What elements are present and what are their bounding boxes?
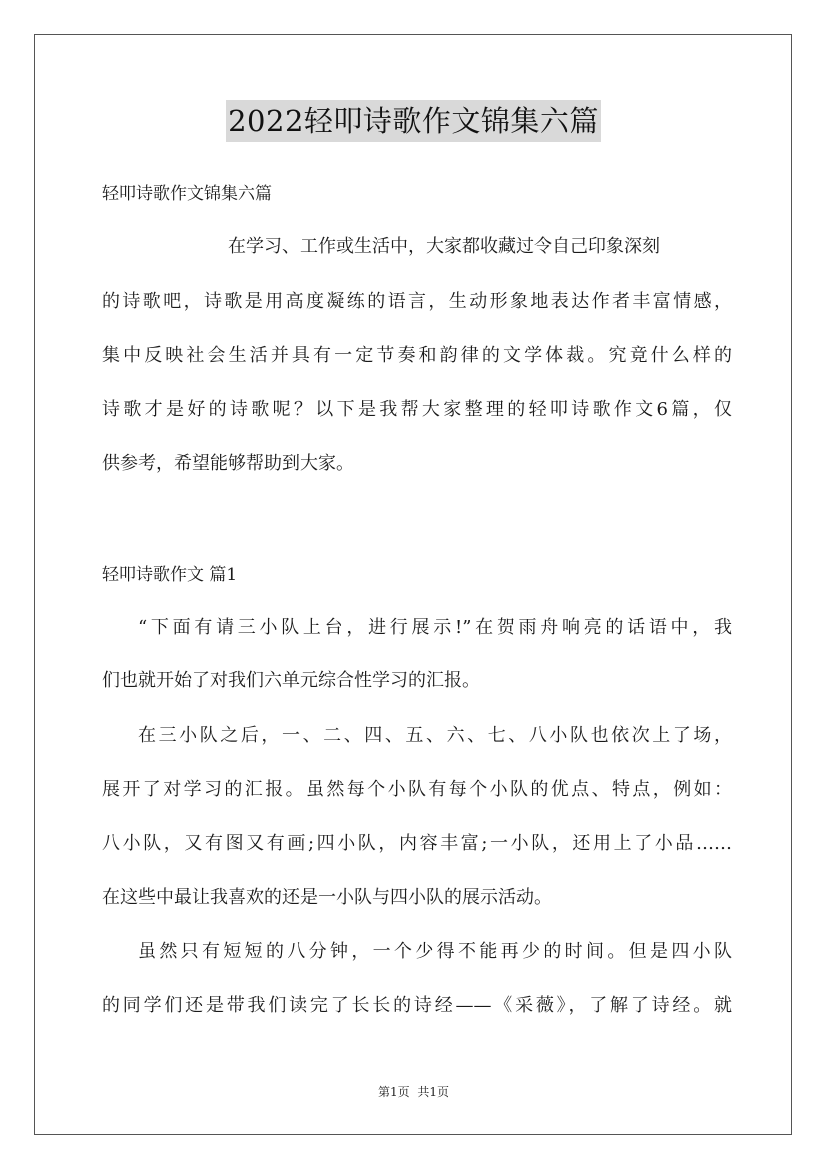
section-heading: 轻叩诗歌作文 篇1 [102, 565, 238, 585]
body-line-4: 展开了对学习的汇报。虽然每个小队有每个小队的优点、特点，例如： [102, 779, 732, 800]
intro-line-4: 诗歌才是好的诗歌呢？以下是我帮大家整理的轻叩诗歌作文6篇，仅 [102, 399, 732, 420]
intro-line-2: 的诗歌吧，诗歌是用高度凝练的语言，生动形象地表达作者丰富情感， [102, 291, 732, 312]
body-line-8: 的同学们还是带我们读完了长长的诗经——《采薇》，了解了诗经。就 [102, 995, 732, 1016]
body-line-5: 八小队，又有图又有画;四小队，内容丰富;一小队，还用上了小品…… [102, 833, 732, 854]
document-title: 2022轻叩诗歌作文锦集六篇 [226, 100, 601, 142]
body-line-7: 虽然只有短短的八分钟，一个少得不能再少的时间。但是四小队 [138, 941, 732, 962]
body-line-2: 们也就开始了对我们六单元综合性学习的汇报。 [102, 670, 480, 691]
body-line-6: 在这些中最让我喜欢的还是一小队与四小队的展示活动。 [102, 887, 552, 908]
page-footer [0, 1083, 827, 1101]
page-total: 共1页 [417, 1085, 449, 1099]
intro-line-1: 在学习、工作或生活中，大家都收藏过令自己印象深刻 [228, 236, 660, 257]
intro-line-5: 供参考，希望能够帮助到大家。 [102, 453, 354, 474]
body-line-3: 在三小队之后，一、二、四、五、六、七、八小队也依次上了场， [138, 725, 732, 746]
title-container [0, 100, 827, 142]
body-line-1: “下面有请三小队上台，进行展示!”在贺雨舟响亮的话语中，我 [138, 617, 732, 638]
page-number: 第1页 [378, 1085, 410, 1099]
document-subtitle: 轻叩诗歌作文锦集六篇 [102, 184, 272, 204]
intro-line-3: 集中反映社会生活并具有一定节奏和韵律的文学体裁。究竟什么样的 [102, 345, 732, 366]
